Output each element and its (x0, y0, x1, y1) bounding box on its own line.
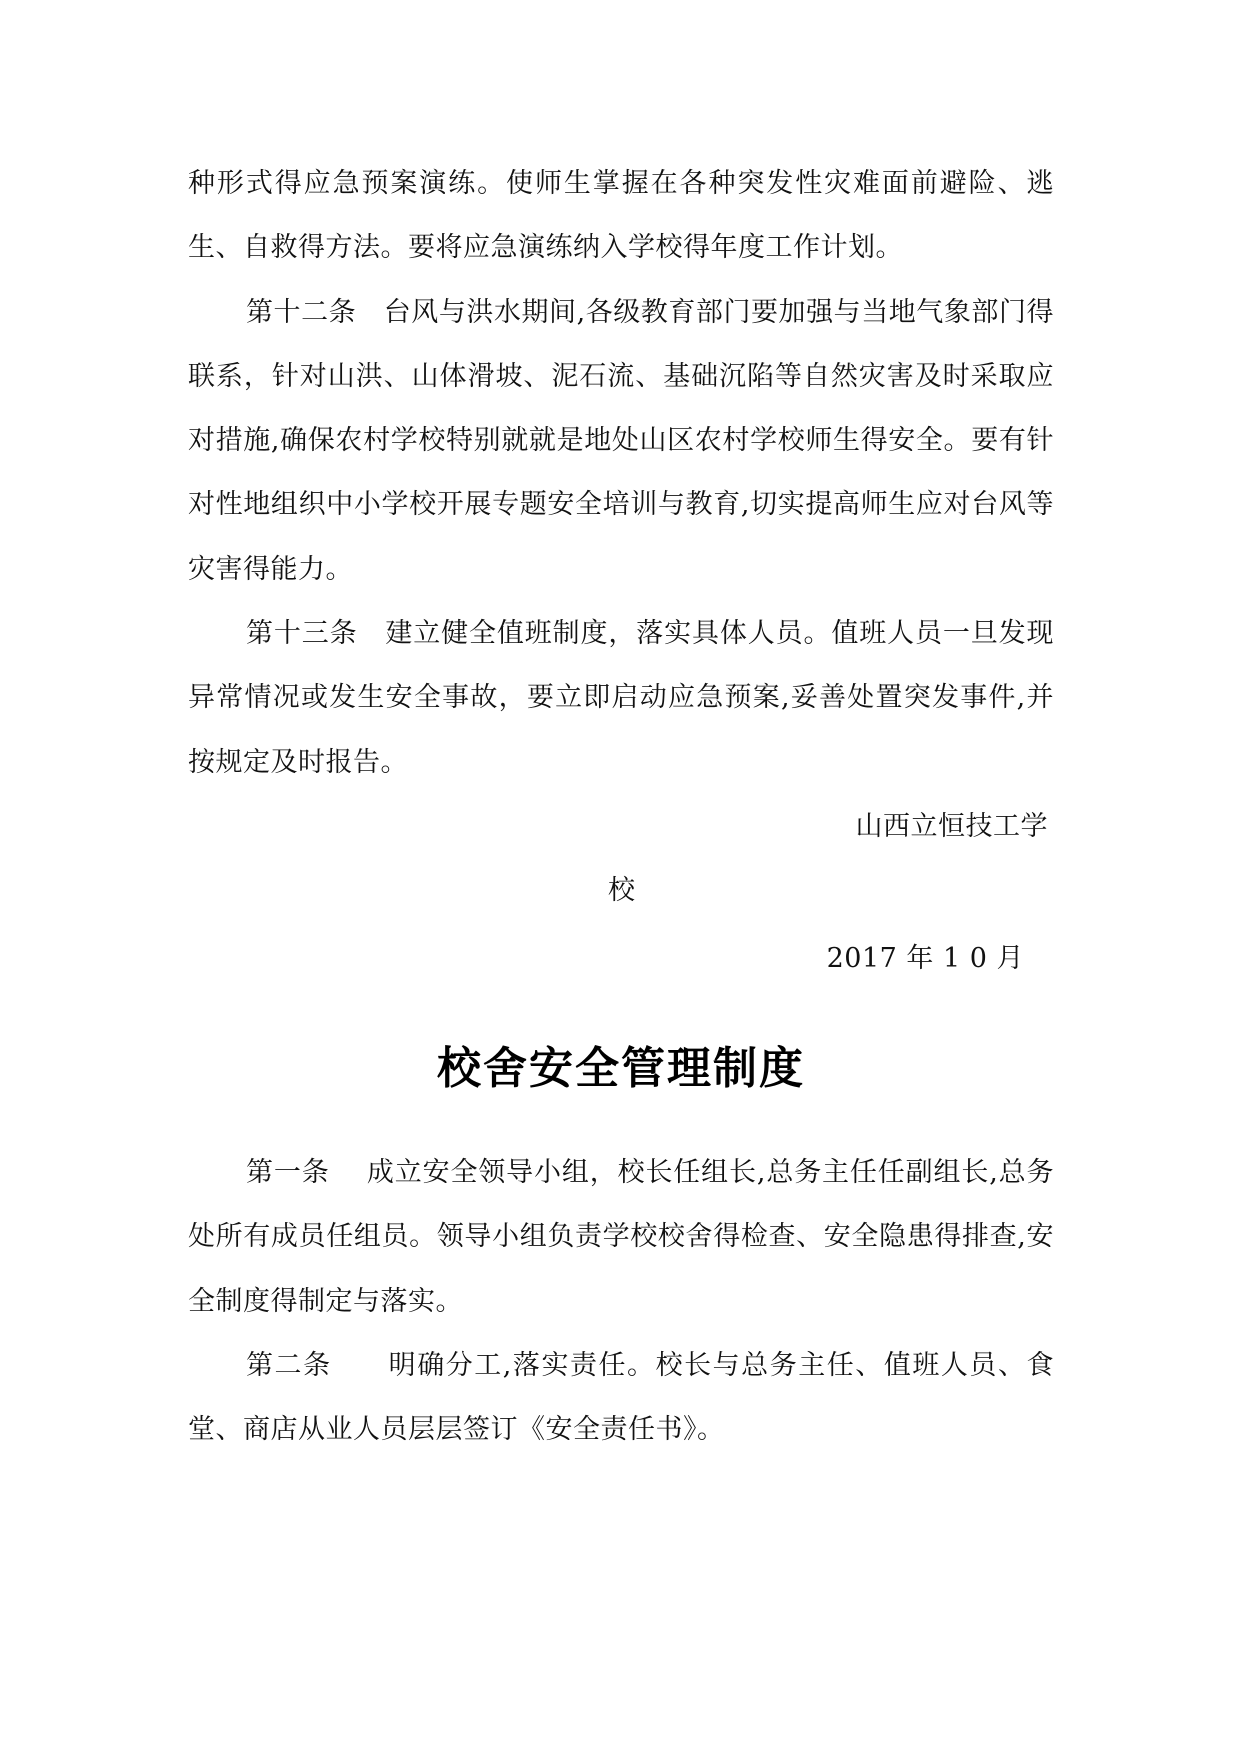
signature-org-line1: 山西立恒技工学 (855, 810, 1048, 842)
section-title: 校舍安全管理制度 (437, 1042, 805, 1094)
paragraph-article-12: 第十二条 台风与洪水期间,各级教育部门要加强与当地气象部门得联系，针对山洪、山体滑坡、泥石流、基础沉陷等自然灾害及时采取应对措施,确保农村学校特别就就是地处山区农村学校师生得安全。要有针对性地组织中小学校开展专题安全培训与教育,切实提高师生应对台风等灾害得能力。 (188, 296, 1054, 585)
signature-block (188, 795, 1054, 991)
paragraph-article-1: 第一条 成立安全领导小组，校长任组长,总务主任任副组长,总务处所有成员任组员。领导小组负责学校校舍得检查、安全隐患得排查,安全制度得制定与落实。 (188, 1156, 1054, 1317)
paragraph-continued: 种形式得应急预案演练。使师生掌握在各种突发性灾难面前避险、逃生、自救得方法。要将应急演练纳入学校得年度工作计划。 (188, 168, 1054, 264)
paragraph-article-13: 第十三条 建立健全值班制度，落实具体人员。值班人员一旦发现异常情况或发生安全事故，要立即启动应急预案,妥善处置突发事件,并按规定及时报告。 (188, 618, 1054, 778)
signature-org-line2: 校 (608, 874, 636, 906)
signature-date: 2017 年 1 0 月 (826, 942, 1024, 974)
paragraph-article-2: 第二条 明确分工,落实责任。校长与总务主任、值班人员、食堂、商店从业人员层层签订《安全责任书》。 (188, 1349, 1054, 1446)
document-body (188, 152, 1054, 1462)
